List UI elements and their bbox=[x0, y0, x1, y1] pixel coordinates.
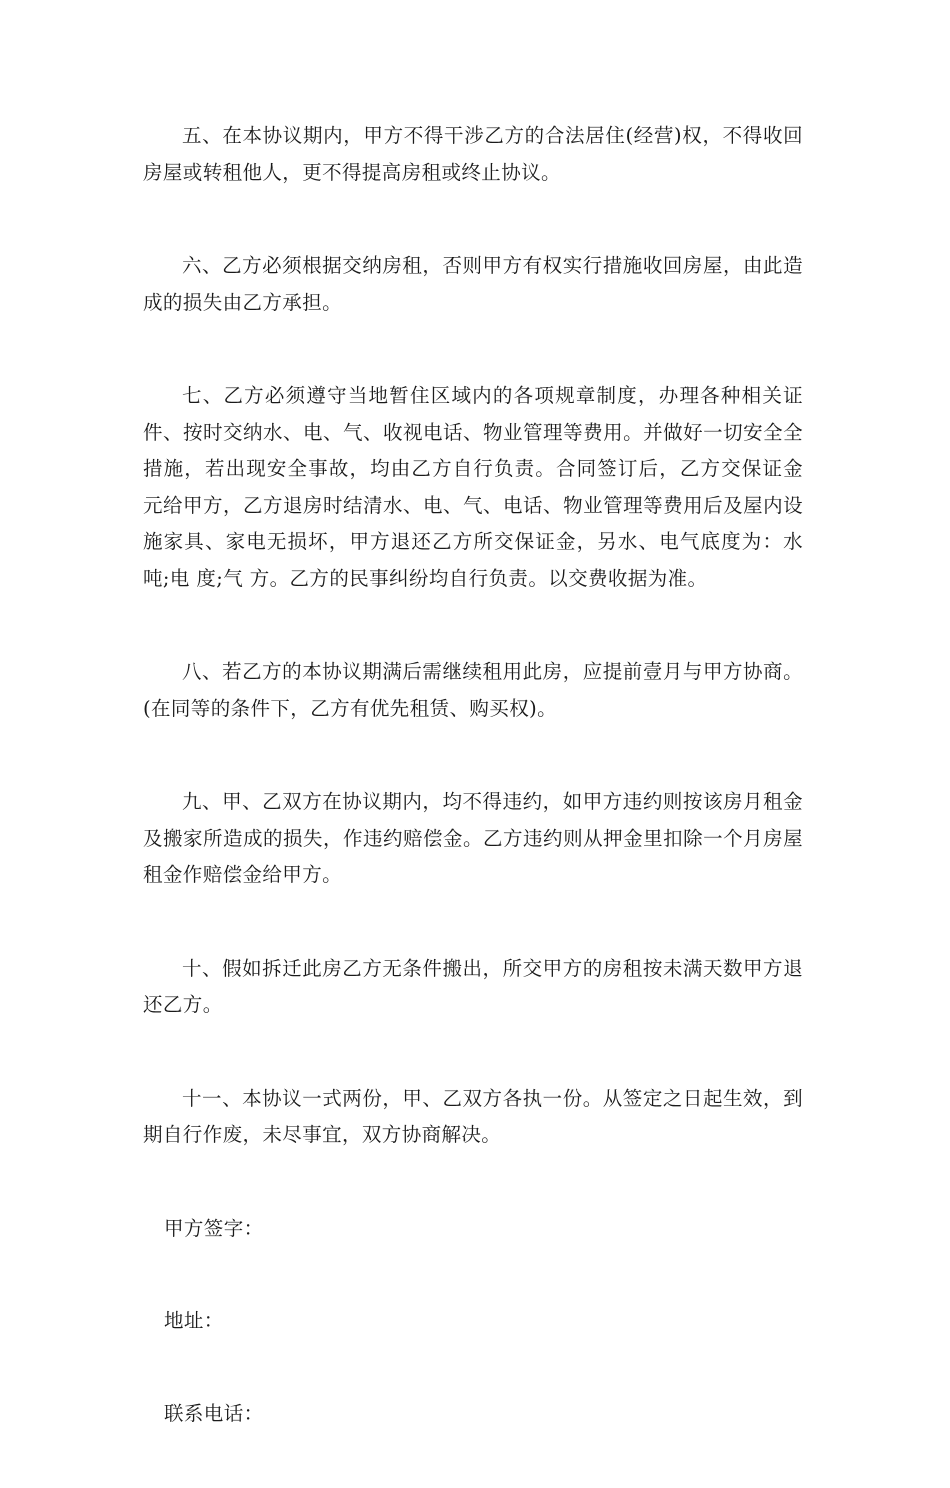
address-label: 地址： bbox=[164, 1309, 224, 1332]
clause-11: 十一、本协议一式两份，甲、乙双方各执一份。从签定之日起生效，到期自行作废，未尽事宜，双方协商解决。 bbox=[143, 1086, 803, 1146]
clause-6: 六、乙方必须根据交纳房租，否则甲方有权实行措施收回房屋，由此造成的损失由乙方承担。 bbox=[143, 254, 803, 314]
clause-9: 九、甲、乙双方在协议期内，均不得违约，如甲方违约则按该房月租金及搬家所造成的损失，作违约赔偿金。乙方违约则从押金里扣除一个月房屋租金作赔偿金给甲方。 bbox=[143, 790, 803, 886]
phone-label: 联系电话： bbox=[164, 1401, 264, 1425]
clause-5: 五、在本协议期内，甲方不得干涉乙方的合法居住(经营)权，不得收回房屋或转租他人，更不得提高房租或终止协议。 bbox=[143, 124, 803, 184]
party-a-signature-label: 甲方签字： bbox=[164, 1216, 264, 1240]
document-body bbox=[143, 118, 803, 1488]
clause-10: 十、假如拆迁此房乙方无条件搬出，所交甲方的房租按未满天数甲方退还乙方。 bbox=[143, 956, 803, 1016]
clause-7: 七、乙方必须遵守当地暂住区域内的各项规章制度，办理各种相关证件、按时交纳水、电、气、收视电话、物业管理等费用。并做好一切安全全措施，若出现安全事故，均由乙方自行负责。合同签订后，乙方交保证金 元给甲方，乙方退房时结清水、电、气、电话、物业管理等费用后及屋内设施家具、家电无损坏，甲方退还乙方所交保证金，另水、电气底度为：水 吨;电 度;气 方。乙方的民事纠纷均自行负责。以交费收据为准。 bbox=[143, 384, 803, 590]
clause-8: 八、若乙方的本协议期满后需继续租用此房，应提前壹月与甲方协商。(在同等的条件下，乙方有优先租赁、购买权)。 bbox=[143, 660, 803, 720]
